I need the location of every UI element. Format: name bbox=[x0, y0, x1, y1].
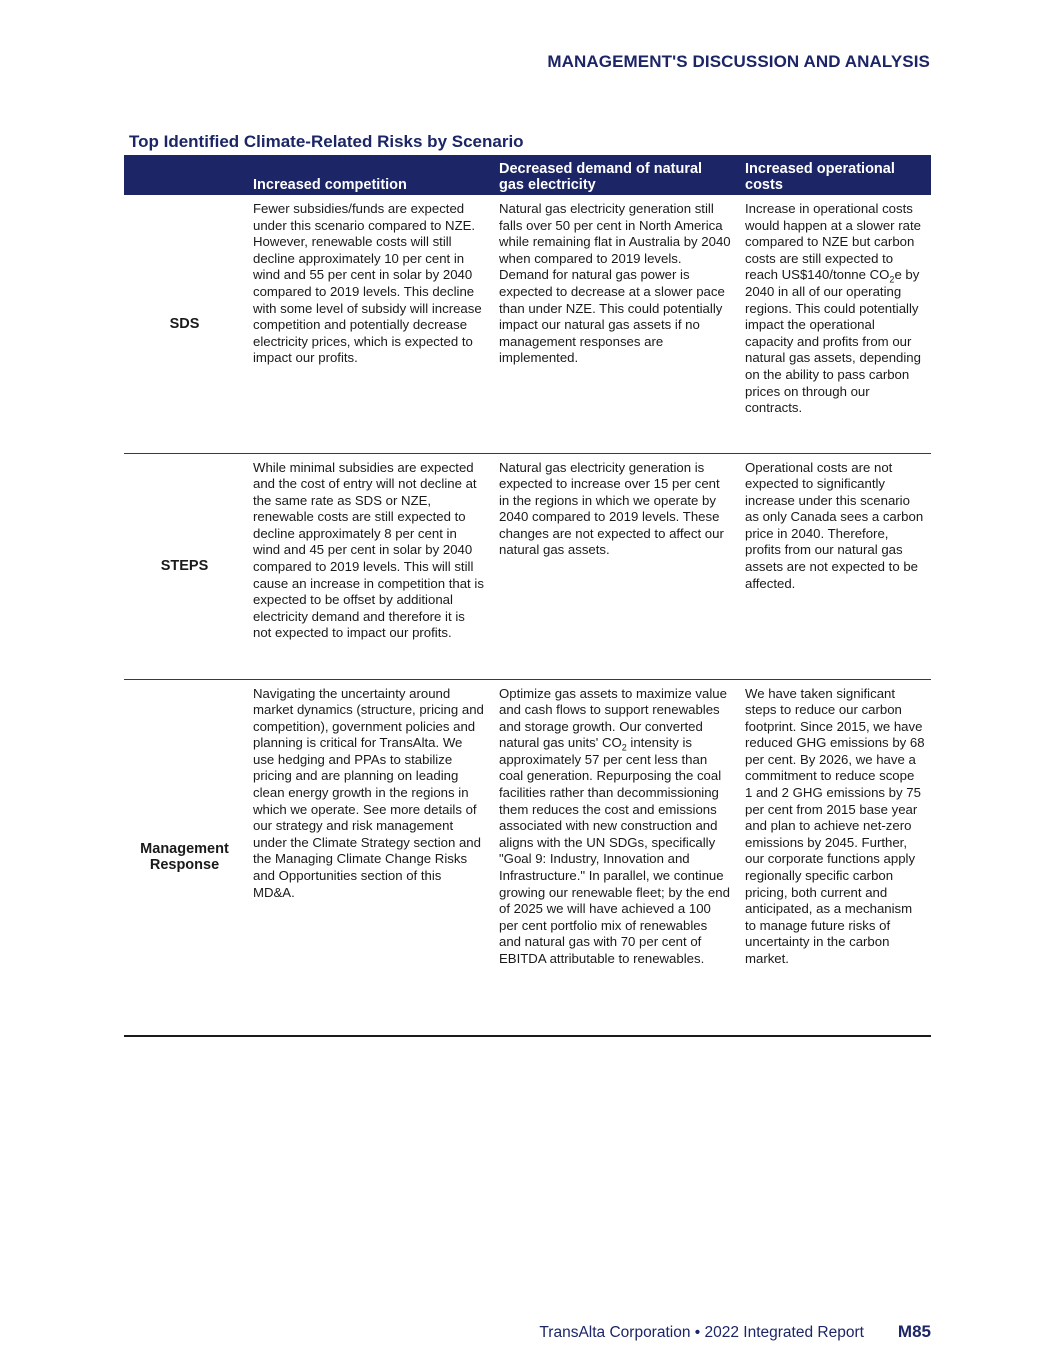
footer-report-name: TransAlta Corporation • 2022 Integrated Report bbox=[539, 1324, 864, 1341]
section-header: MANAGEMENT'S DISCUSSION AND ANALYSIS bbox=[547, 52, 930, 71]
row-label-steps: STEPS bbox=[160, 558, 209, 574]
table-title: Top Identified Climate-Related Risks by Scenario bbox=[129, 132, 524, 151]
cell-steps-demand: Natural gas electricity generation is expected to increase over 15 per cent in the regions in which we operate by 2040 compared to 2019 levels. These changes are not expected to affect our natural gas assets. bbox=[499, 459, 724, 558]
cell-response-demand bbox=[491, 679, 737, 1036]
header-increased-operational-costs: Increased operational costs bbox=[745, 161, 895, 193]
cell-sds-demand: Natural gas electricity generation still falls over 50 per cent in North America while remaining flat in Australia by 2040 when compared to 2019 levels. Demand for natural gas power is expected to decrease at a slower pace than under NZE. This could potentially impact our natural gas assets if no management responses are implemented. bbox=[499, 201, 731, 366]
cell-sds-operational-costs bbox=[737, 195, 931, 453]
subscript: 2 bbox=[621, 742, 627, 753]
cell-response-operational-costs: We have taken significant steps to reduce our carbon footprint. Since 2015, we have reduced GHG emissions by 68 per cent. By 2026, we have a commitment to reduce scope 1 and 2 GHG emissions by 75 per cent from 2015 base year and plan to achieve net-zero emissions by 2045. Further, our corporate functions apply regionally specific carbon pricing, both current and anticipated, as a mechanism to manage future risks of uncertainty in the carbon market. bbox=[745, 685, 925, 966]
cell-text: intensity is approximately 57 per cent less than coal generation. Repurposing the coal facilities rather than decommissioning them reduces the cost and emissions associated with new construction and aligns with the UN SDGs, specifically "Goal 9: Industry, Innovation and Infrastructure." In parallel, we continue growing our renewable fleet; by the end of 2025 we will have achieved a 100 per cent portfolio mix of renewables and natural gas with 70 per cent of EBITDA attributable to renewables. bbox=[499, 735, 730, 966]
cell-text: e by 2040 in all of our operating regions. This could potentially impact the operational capacity and profits from our natural gas assets, depending on the ability to pass carbon prices on through our contracts. bbox=[745, 267, 921, 416]
header-decreased-demand: Decreased demand of natural gas electricity bbox=[499, 161, 703, 193]
row-label-sds: SDS bbox=[169, 315, 200, 332]
header-scenario bbox=[124, 155, 245, 195]
cell-sds-competition: Fewer subsidies/funds are expected under this scenario compared to NZE. However, renewable costs will still decline approximately 10 per cent in wind and 55 per cent in solar by 2040 compared to 2019 levels. This decline with some level of subsidy will increase competition and potentially decrease electricity prices, which is expected to impact our profits. bbox=[253, 201, 482, 366]
cell-text: Optimize gas assets to maximize value and cash flows to support renewables and storage growth. Our converted natural gas units' CO bbox=[499, 685, 727, 751]
page-footer bbox=[539, 1322, 931, 1342]
table-row-management-response bbox=[124, 679, 931, 1036]
cell-text: Increase in operational costs would happen at a slower rate compared to NZE but carbon costs are still expected to reach US$140/tonne CO bbox=[745, 201, 921, 283]
page-number: M85 bbox=[897, 1322, 931, 1341]
table-header-row bbox=[124, 155, 931, 195]
table-row-sds bbox=[124, 195, 931, 453]
cell-response-competition: Navigating the uncertainty around market dynamics (structure, pricing and competition), government policies and planning is critical for TransAlta. We use hedging and PPAs to stabilize pricing and are planning on leading clean energy growth in the regions in which we operate. See more details of our strategy and risk management under the Climate Strategy section and the Managing Climate Change Risks and Opportunities section of this MD&A. bbox=[253, 685, 484, 900]
table-row-steps bbox=[124, 453, 931, 679]
cell-steps-operational-costs: Operational costs are not expected to significantly increase under this scenario as only Canada sees a carbon price in 2040. Therefore, profits from our natural gas assets are not expected to be affected. bbox=[745, 459, 924, 591]
subscript: 2 bbox=[889, 275, 895, 286]
header-increased-competition: Increased competition bbox=[253, 177, 407, 193]
climate-risks-table bbox=[124, 155, 931, 1037]
row-label-management-response: Management Response bbox=[140, 841, 229, 874]
cell-steps-competition: While minimal subsidies are expected and the cost of entry will not decline at the same rate as SDS or NZE, renewable costs are still expected to decline approximately 8 per cent in wind and 45 per cent in solar by 2040 compared to 2019 levels. This will still cause an increase in competition that is expected to be offset by additional electricity demand and therefore it is not expected to impact our profits. bbox=[253, 459, 484, 641]
